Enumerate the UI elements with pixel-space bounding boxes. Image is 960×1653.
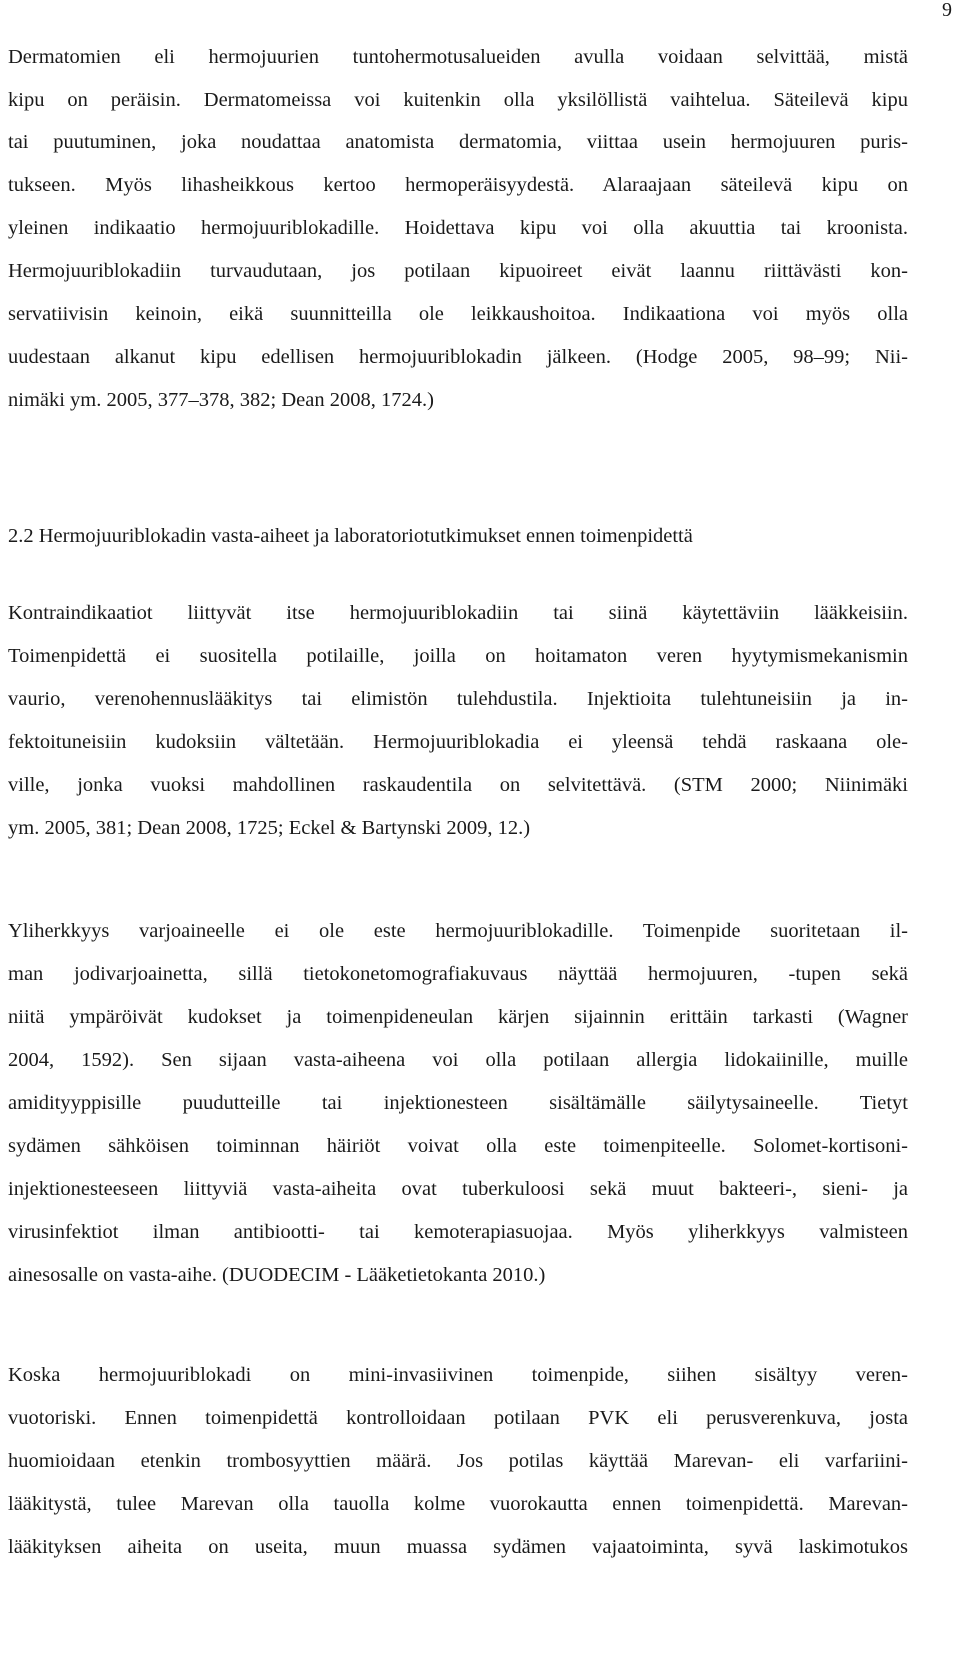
text-line: Yliherkkyys varjoaineelle ei ole este hermojuuriblokadille. Toimenpide suoritetaan il- [8,920,908,942]
text-line: huomioidaan etenkin trombosyyttien määrä. Jos potilas käyttää Marevan- eli varfariini- [8,1450,908,1472]
text-line: servatiivisin keinoin, eikä suunnitteilla ole leikkaushoitoa. Indikaationa voi myös olla [8,303,908,325]
text-line: 2004, 1592). Sen sijaan vasta-aiheena voi olla potilaan allergia lidokaiinille, muille [8,1049,908,1071]
text-line: vaurio, verenohennuslääkitys tai elimistön tulehdustila. Injektioita tulehtuneisiin ja in- [8,688,908,710]
text-line: lääkitystä, tulee Marevan olla tauolla kolme vuorokautta ennen toimenpidettä. Marevan- [8,1493,908,1515]
text-line: tukseen. Myös lihasheikkous kertoo hermoperäisyydestä. Alaraajaan säteilevä kipu on [8,174,908,196]
text-line: niitä ympäröivät kudokset ja toimenpideneulan kärjen sijainnin erittäin tarkasti (Wagner [8,1006,908,1028]
text-line: sydämen sähköisen toiminnan häiriöt voivat olla este toimenpiteelle. Solomet-kortisoni- [8,1135,908,1157]
page-number: 9 [942,0,952,21]
text-line: ville, jonka vuoksi mahdollinen raskaudentila on selvitettävä. (STM 2000; Niinimäki [8,774,908,796]
text-line: lääkityksen aiheita on useita, muun muassa sydämen vajaatoiminta, syvä laskimotukos [8,1536,908,1558]
text-line: Kontraindikaatiot liittyvät itse hermojuuriblokadiin tai siinä käytettäviin lääkkeisiin. [8,602,908,624]
text-line: ym. 2005, 381; Dean 2008, 1725; Eckel & Bartynski 2009, 12.) [8,817,531,839]
text-line: Hermojuuriblokadiin turvaudutaan, jos potilaan kipuoireet eivät laannu riittävästi kon- [8,260,908,282]
section-heading: 2.2 Hermojuuriblokadin vasta-aiheet ja laboratoriotutkimukset ennen toimenpidettä [8,525,693,547]
text-line: injektionesteeseen liittyviä vasta-aiheita ovat tuberkuloosi sekä muut bakteeri-, sieni- ja [8,1178,908,1200]
text-line: yleinen indikaatio hermojuuriblokadille. Hoidettava kipu voi olla akuuttia tai kroonista. [8,217,908,239]
text-line: Koska hermojuuriblokadi on mini-invasiivinen toimenpide, siihen sisältyy veren- [8,1364,908,1386]
text-line: kipu on peräisin. Dermatomeissa voi kuitenkin olla yksilöllistä vaihtelua. Säteilevä kipu [8,89,908,111]
text-line: ainesosalle on vasta-aihe. (DUODECIM - Lääketietokanta 2010.) [8,1264,546,1286]
text-line: Toimenpidettä ei suositella potilaille, joilla on hoitamaton veren hyytymismekanismin [8,645,908,667]
text-line: nimäki ym. 2005, 377–378, 382; Dean 2008, 1724.) [8,389,434,411]
text-line: uudestaan alkanut kipu edellisen hermojuuriblokadin jälkeen. (Hodge 2005, 98–99; Nii- [8,346,908,368]
text-line: man jodivarjoainetta, sillä tietokonetomografiakuvaus näyttää hermojuuren, -tupen sekä [8,963,908,985]
text-line: fektoituneisiin kudoksiin vältetään. Hermojuuriblokadia ei yleensä tehdä raskaana ole- [8,731,908,753]
text-line: Dermatomien eli hermojuurien tuntohermotusalueiden avulla voidaan selvittää, mistä [8,46,908,68]
text-line: amidityyppisille puudutteille tai injektionesteen sisältämälle säilytysaineelle. Tietyt [8,1092,908,1114]
text-line: tai puutuminen, joka noudattaa anatomista dermatomia, viittaa usein hermojuuren puris- [8,131,908,153]
text-line: virusinfektiot ilman antibiootti- tai kemoterapiasuojaa. Myös yliherkkyys valmisteen [8,1221,908,1243]
text-line: vuotoriski. Ennen toimenpidettä kontrolloidaan potilaan PVK eli perusverenkuva, josta [8,1407,908,1429]
